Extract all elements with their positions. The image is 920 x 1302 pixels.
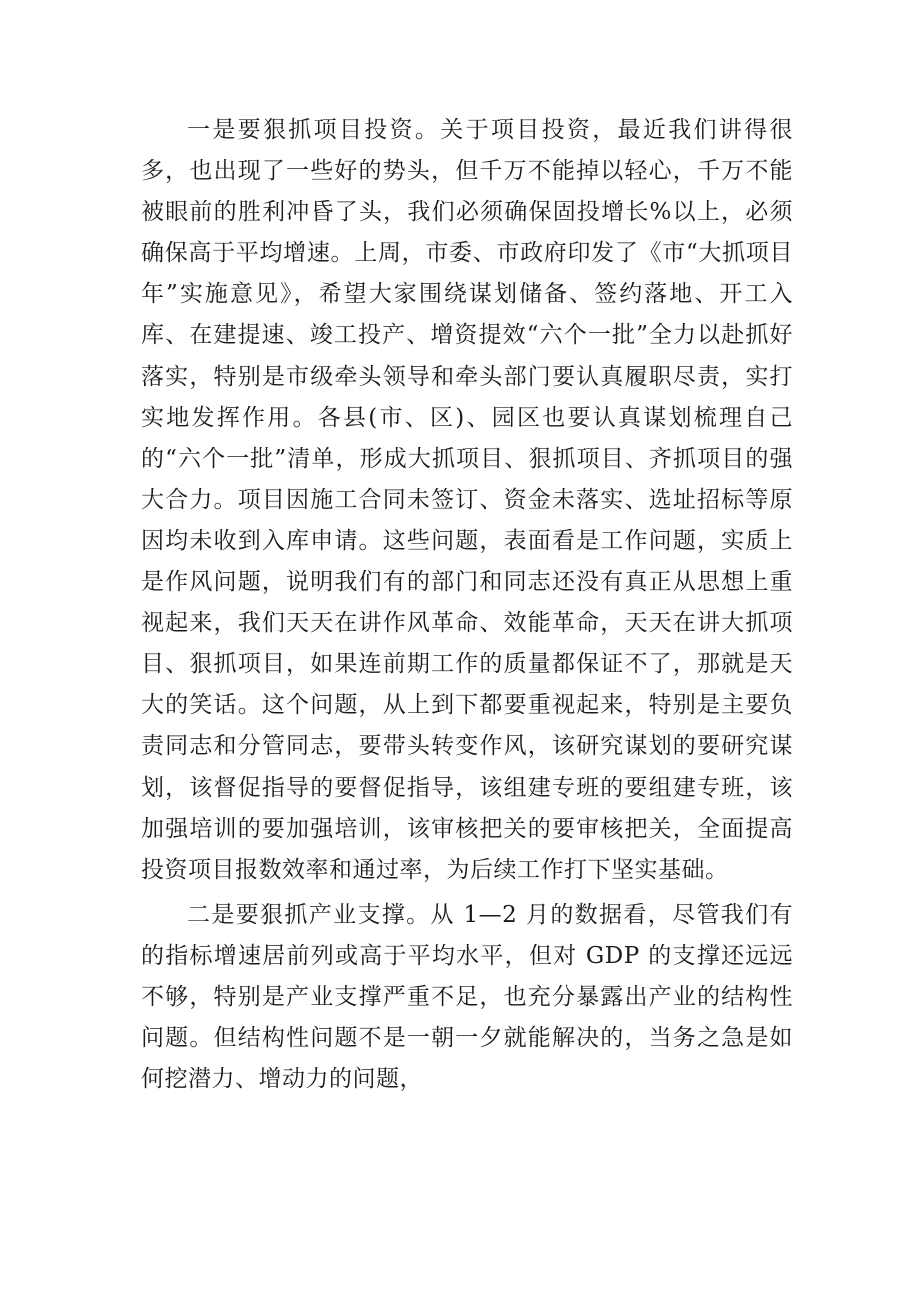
paragraph-industry-support: 二是要狠抓产业支撑。从 1—2 月的数据看，尽管我们有的指标增速居前列或高于平均水平，但对 GDP 的支撑还远远不够，特别是产业支撑严重不足，也充分暴露出产业的结构性问题。但结构性问题不是一朝一夕就能解决的，当务之急是如何挖潜力、增动力的问题，	[141, 901, 793, 1093]
document-body	[141, 110, 793, 1104]
paragraph-project-investment: 一是要狠抓项目投资。关于项目投资，最近我们讲得很多，也出现了一些好的势头，但千万不能掉以轻心，千万不能被眼前的胜利冲昏了头，我们必须确保固投增长%以上，必须确保高于平均增速。上周，市委、市政府印发了《市“大抓项目年”实施意见》，希望大家围绕谋划储备、签约落地、开工入库、在建提速、竣工投产、增资提效“六个一批”全力以赴抓好落实，特别是市级牵头领导和牵头部门要认真履职尽责，实打实地发挥作用。各县(市、区)、园区也要认真谋划梳理自己的“六个一批”清单，形成大抓项目、狠抓项目、齐抓项目的强大合力。项目因施工合同未签订、资金未落实、选址招标等原因均未收到入库申请。这些问题，表面看是工作问题，实质上是作风问题，说明我们有的部门和同志还没有真正从思想上重视起来，我们天天在讲作风革命、效能革命，天天在讲大抓项目、狠抓项目，如果连前期工作的质量都保证不了，那就是天大的笑话。这个问题，从上到下都要重视起来，特别是主要负责同志和分管同志，要带头转变作风，该研究谋划的要研究谋划，该督促指导的要督促指导，该组建专班的要组建专班，该加强培训的要加强培训，该审核把关的要审核把关，全面提高投资项目报数效率和通过率，为后续工作打下坚实基础。	[141, 117, 793, 883]
